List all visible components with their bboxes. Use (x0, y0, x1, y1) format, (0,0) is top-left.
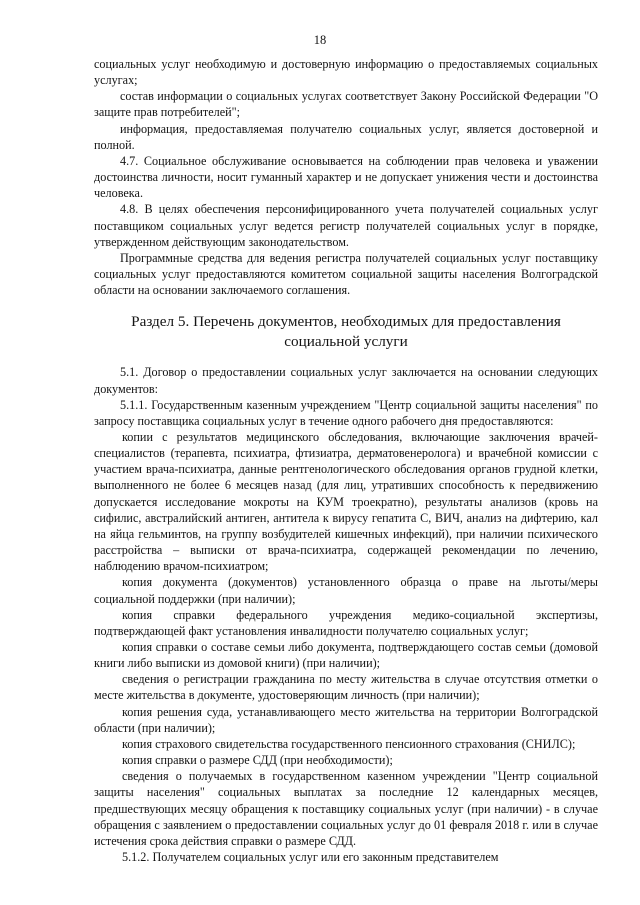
paragraph: 5.1.1. Государственным казенным учреждением "Центр социальной защиты населения" по запросу поставщика социальных услуг в течение одного рабочего дня предоставляются: (94, 397, 598, 428)
list-item: копии с результатов медицинского обследования, включающие заключения врачей-специалистов (терапевта, психиатра, фтизиатра, дерматовенеролога) и врачебной комиссии с участием врача-психиатра, данные рентгенологического обследования органов грудной клетки, выполненного не более 6 месяцев назад (для лиц, утративших способность к передвижению допускается исследование мокроты на КУМ троекратно), результаты анализов (кровь на сифилис, австралийский антиген, антитела к вирусу гепатита С, ВИЧ, анализ на дифтерию, кал на яйца гельминтов, на группу возбудителей кишечных инфекций), при наличии психического расстройства – выписки от врача-психиатра, содержащей рекомендации по лечению, наблюдению врачом-психиатром; (94, 429, 598, 574)
list-item: копия решения суда, устанавливающего место жительства на территории Волгоградской области (при наличии); (94, 704, 598, 735)
document-body (94, 56, 598, 865)
paragraph: информация, предоставляемая получателю социальных услуг, является достоверной и полной. (94, 121, 598, 152)
paragraph: 5.1. Договор о предоставлении социальных услуг заключается на основании следующих документов: (94, 365, 598, 396)
paragraph: 4.8. В целях обеспечения персонифицированного учета получателей социальных услуг поставщиком социальных услуг ведется регистр получателей социальных услуг в порядке, утвержденном действующим законодательством. (94, 202, 598, 249)
list-item: копия документа (документов) установленного образца о праве на льготы/меры социальной поддержки (при наличии); (94, 575, 598, 606)
list-item: копия справки о размере СДД (при необходимости); (122, 753, 393, 768)
page-number: 18 (313, 33, 327, 47)
section-heading: Раздел 5. Перечень документов, необходимых для предоставления социальной услуги (131, 313, 561, 350)
list-item: сведения о регистрации гражданина по месту жительства в случае отсутствия отметки о месте жительства в документе, удостоверяющим личность (при наличии); (94, 672, 598, 703)
paragraph: Программные средства для ведения регистра получателей социальных услуг поставщику социальных услуг предоставляются комитетом социальной защиты населения Волгоградской области на основании заключаемого соглашения. (94, 250, 598, 298)
paragraph: 5.1.2. Получателем социальных услуг или его законным представителем (122, 850, 499, 865)
paragraph: состав информации о социальных услугах соответствует Закону Российской Федерации "О защите прав потребителей"; (94, 89, 598, 120)
paragraph: социальных услуг необходимую и достоверную информацию о предоставляемых социальных услугах; (94, 57, 598, 88)
list-item: копия справки о составе семьи либо документа, подтверждающего состав семьи (домовой книги либо выписки из домовой книги) (при наличии); (94, 640, 598, 671)
list-item: сведения о получаемых в государственном казенном учреждении "Центр социальной защиты населения" социальных выплатах за последние 12 календарных месяцев, предшествующих месяцу обращения к поставщику социальных услуг (при наличии) - в случае обращения с заявлением о предоставлении социальных услуг до 01 февраля 2018 г. или в случае истечения срока действия справки о размере СДД. (94, 769, 598, 848)
paragraph: 4.7. Социальное обслуживание основывается на соблюдении прав человека и уважении достоинства личности, носит гуманный характер и не допускает унижения чести и достоинства человека. (94, 153, 598, 201)
list-item: копия страхового свидетельства государственного пенсионного страхования (СНИЛС); (122, 736, 576, 751)
list-item: копия справки федерального учреждения медико-социальной экспертизы, подтверждающей факт установления инвалидности получателю социальных услуг; (94, 607, 598, 638)
